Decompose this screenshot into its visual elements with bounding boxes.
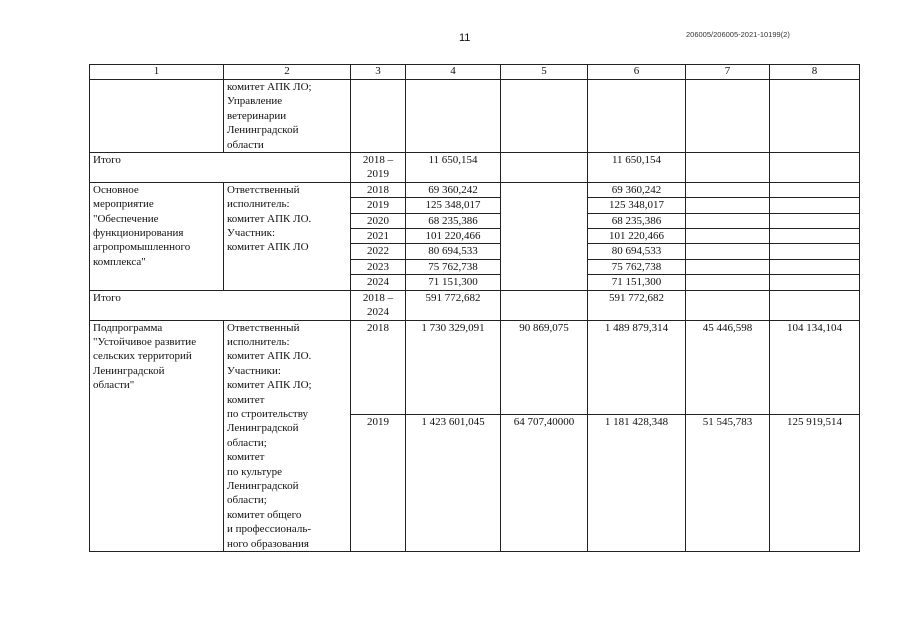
cell-line: области; <box>227 494 267 507</box>
other-cell <box>770 290 860 320</box>
cell-line: 2019 <box>367 168 389 181</box>
table-row <box>90 320 860 415</box>
total-cell: 69 360,242 <box>406 182 501 197</box>
cell-line: ного образования <box>227 537 309 550</box>
document-id: 206005/206005-2021-10199(2) <box>686 30 790 39</box>
executor-cell <box>224 80 351 153</box>
cell-line: 2018 – <box>362 291 394 304</box>
year-cell <box>351 153 406 183</box>
local-cell <box>686 244 770 259</box>
local-cell <box>686 153 770 183</box>
cell-line: Подпрограмма <box>93 321 163 334</box>
regional-cell: 101 220,466 <box>588 229 686 244</box>
cell-line: Ответственный <box>227 321 300 334</box>
other-cell <box>770 259 860 274</box>
federal-cell <box>501 182 588 197</box>
cell-line: Ленинградской <box>227 422 299 435</box>
cell-line: Участник: <box>227 227 276 240</box>
cell-line: комитет АПК ЛО; <box>227 81 312 93</box>
total-cell: 591 772,682 <box>406 290 501 320</box>
year-cell: 2018 <box>351 182 406 197</box>
federal-cell <box>501 198 588 213</box>
total-cell: 101 220,466 <box>406 229 501 244</box>
cell-line: ветеринарии <box>227 109 287 122</box>
total-cell: 80 694,533 <box>406 244 501 259</box>
federal-cell <box>501 213 588 228</box>
cell-line: мероприятие <box>93 198 154 211</box>
header-cell: 5 <box>501 65 588 80</box>
year-cell: 2019 <box>351 415 406 552</box>
table-row <box>90 182 860 197</box>
regional-cell: 71 151,300 <box>588 275 686 290</box>
year-cell: 2020 <box>351 213 406 228</box>
cell-line: "Устойчивое развитие <box>93 335 197 348</box>
itogo-label: Итого <box>90 290 351 320</box>
cell-line: функционирования <box>93 227 184 240</box>
other-cell <box>770 182 860 197</box>
header-row <box>90 65 860 80</box>
local-cell <box>686 229 770 244</box>
cell-line: по строительству <box>227 407 309 420</box>
subprogram-name-cell <box>90 320 224 552</box>
regional-cell: 591 772,682 <box>588 290 686 320</box>
year-cell: 2022 <box>351 244 406 259</box>
year-cell <box>351 80 406 153</box>
executor-cell <box>224 182 351 290</box>
year-cell: 2018 <box>351 320 406 415</box>
local-cell <box>686 182 770 197</box>
cell-line: исполнитель: <box>227 335 290 348</box>
cell-line: комитет АПК ЛО; <box>227 379 312 392</box>
other-cell <box>770 213 860 228</box>
other-cell: 125 919,514 <box>770 415 860 552</box>
header-cell: 4 <box>406 65 501 80</box>
cell-line: 2024 <box>367 306 389 319</box>
cell-line: Ответственный <box>227 183 300 196</box>
cell-line: исполнитель: <box>227 198 290 211</box>
regional-cell: 80 694,533 <box>588 244 686 259</box>
federal-cell: 90 869,075 <box>501 320 588 415</box>
other-cell: 104 134,104 <box>770 320 860 415</box>
year-cell: 2019 <box>351 198 406 213</box>
itogo-row <box>90 153 860 183</box>
cell-line: агропромышленного <box>93 241 191 254</box>
cell-line: области" <box>93 379 135 392</box>
year-cell: 2021 <box>351 229 406 244</box>
total-cell: 1 730 329,091 <box>406 320 501 415</box>
header-cell: 2 <box>224 65 351 80</box>
cell-line: комитет АПК ЛО. <box>227 212 312 225</box>
regional-cell: 69 360,242 <box>588 182 686 197</box>
itogo-label: Итого <box>90 153 351 183</box>
header-cell: 7 <box>686 65 770 80</box>
total-cell: 125 348,017 <box>406 198 501 213</box>
federal-cell <box>501 290 588 320</box>
cell-line: комитет <box>227 451 265 464</box>
local-cell <box>686 198 770 213</box>
name-cell <box>90 80 224 153</box>
cell-line: "Обеспечение <box>93 212 159 225</box>
regional-cell: 1 181 428,348 <box>588 415 686 552</box>
other-cell <box>770 244 860 259</box>
local-cell <box>686 275 770 290</box>
cell-line: Ленинградской <box>227 124 299 137</box>
header-cell: 6 <box>588 65 686 80</box>
executor-cell <box>224 320 351 552</box>
year-cell: 2024 <box>351 275 406 290</box>
other-cell <box>770 80 860 153</box>
year-cell <box>351 290 406 320</box>
federal-cell <box>501 80 588 153</box>
regional-cell: 125 348,017 <box>588 198 686 213</box>
local-cell <box>686 259 770 274</box>
cell-line: области; <box>227 436 267 449</box>
local-cell: 51 545,783 <box>686 415 770 552</box>
cell-line: области <box>227 138 264 151</box>
total-cell: 71 151,300 <box>406 275 501 290</box>
cell-line: комитет АПК ЛО <box>227 241 309 254</box>
table-row <box>90 80 860 153</box>
local-cell <box>686 213 770 228</box>
cell-line: комитет общего <box>227 508 302 521</box>
regional-cell: 1 489 879,314 <box>588 320 686 415</box>
federal-cell <box>501 153 588 183</box>
cell-line: комитет <box>227 393 265 406</box>
regional-cell <box>588 80 686 153</box>
federal-cell <box>501 244 588 259</box>
cell-line: Ленинградской <box>227 479 299 492</box>
local-cell <box>686 80 770 153</box>
federal-cell <box>501 259 588 274</box>
regional-cell: 11 650,154 <box>588 153 686 183</box>
cell-line: Ленинградской <box>93 364 165 377</box>
cell-line: Управление <box>227 95 283 108</box>
federal-cell <box>501 229 588 244</box>
cell-line: сельских территорий <box>93 350 192 363</box>
cell-line: Участники: <box>227 364 281 377</box>
federal-cell: 64 707,40000 <box>501 415 588 552</box>
total-cell: 11 650,154 <box>406 153 501 183</box>
other-cell <box>770 229 860 244</box>
cell-line: по культуре <box>227 465 282 478</box>
year-cell: 2023 <box>351 259 406 274</box>
local-cell: 45 446,598 <box>686 320 770 415</box>
total-cell: 68 235,386 <box>406 213 501 228</box>
regional-cell: 75 762,738 <box>588 259 686 274</box>
other-cell <box>770 198 860 213</box>
cell-line: Основное <box>93 183 139 196</box>
other-cell <box>770 153 860 183</box>
header-cell: 3 <box>351 65 406 80</box>
activity-name-cell <box>90 182 224 290</box>
itogo-row <box>90 290 860 320</box>
cell-line: и профессиональ- <box>227 523 311 536</box>
total-cell: 75 762,738 <box>406 259 501 274</box>
cell-line: 2018 – <box>362 154 394 167</box>
regional-cell: 68 235,386 <box>588 213 686 228</box>
total-cell: 1 423 601,045 <box>406 415 501 552</box>
total-cell <box>406 80 501 153</box>
other-cell <box>770 275 860 290</box>
header-cell: 8 <box>770 65 860 80</box>
federal-cell <box>501 275 588 290</box>
local-cell <box>686 290 770 320</box>
cell-line: комплекса" <box>93 255 146 268</box>
cell-line: комитет АПК ЛО. <box>227 350 312 363</box>
header-cell: 1 <box>90 65 224 80</box>
page-number: 11 <box>459 32 471 44</box>
program-table <box>89 64 860 552</box>
